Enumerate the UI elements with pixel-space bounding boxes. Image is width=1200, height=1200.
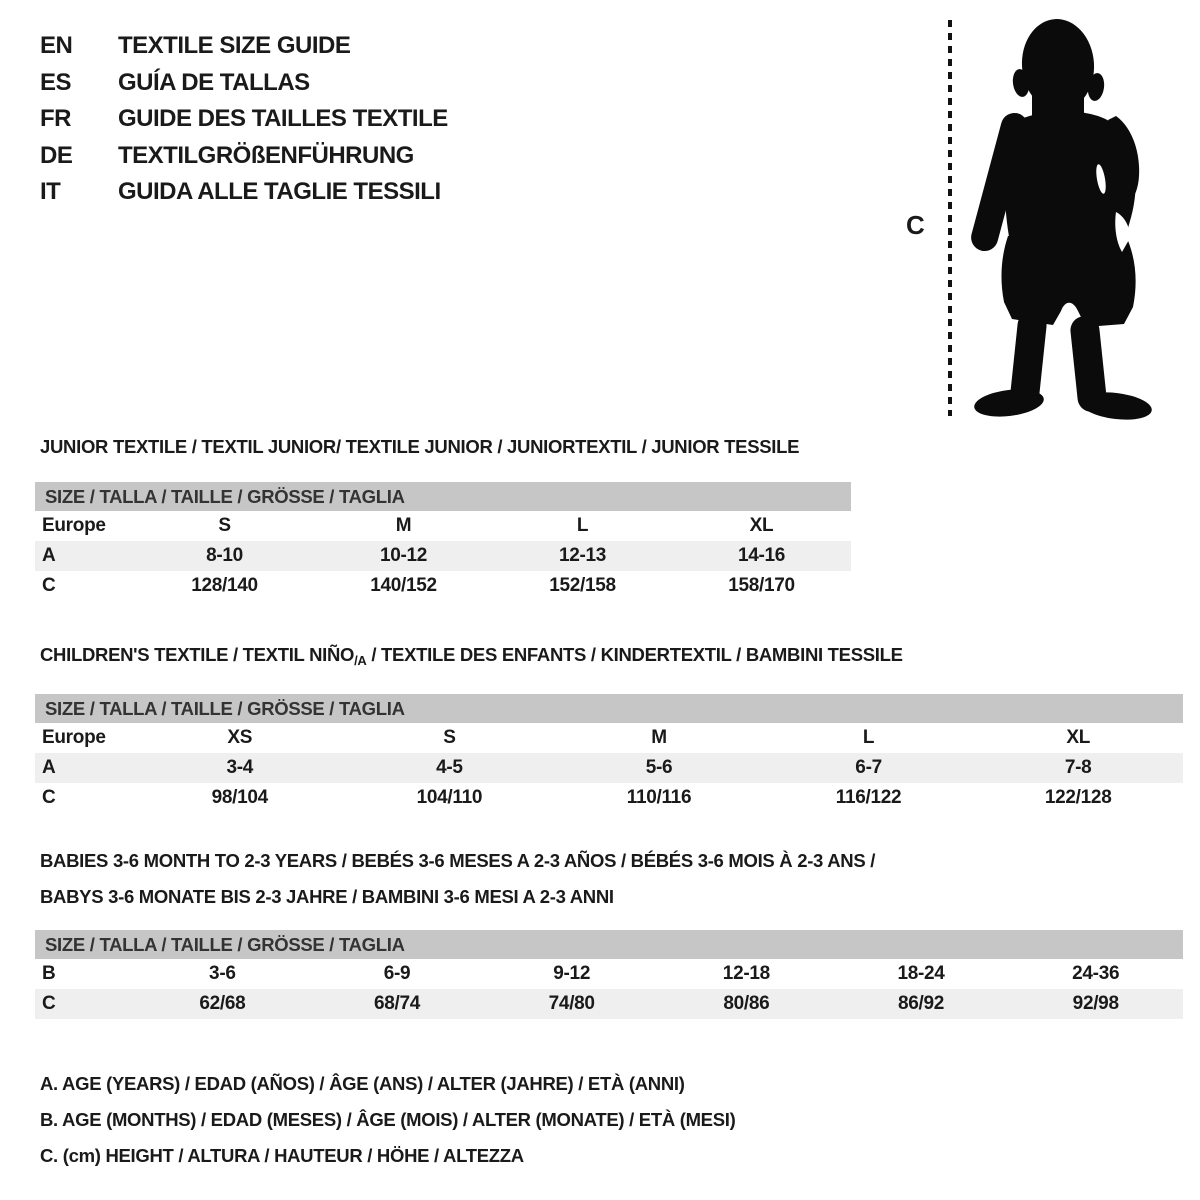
- size-header-bar: SIZE / TALLA / TAILLE / GRÖSSE / TAGLIA: [35, 482, 851, 511]
- section-title-line: [40, 843, 1183, 879]
- table-cell: 158/170: [728, 575, 795, 596]
- table-cell: 24-36: [1072, 963, 1120, 984]
- table-cell: XL: [749, 515, 774, 536]
- row-label: A: [42, 545, 56, 566]
- table-row: [35, 753, 1183, 783]
- table-cell: 116/122: [835, 787, 902, 808]
- guide-title-it: GUIDA ALLE TAGLIE TESSILI: [118, 178, 441, 206]
- guide-title-en: TEXTILE SIZE GUIDE: [118, 32, 351, 60]
- table-cell: 92/98: [1072, 993, 1119, 1014]
- table-cell: 6-7: [855, 757, 882, 778]
- section-babies-textile: [35, 843, 1183, 1019]
- table-cell: M: [651, 727, 667, 748]
- section-junior-textile: [35, 429, 851, 601]
- row-label: C: [42, 575, 56, 596]
- legend-line-a: A. AGE (YEARS) / EDAD (AÑOS) / ÂGE (ANS) / ALTER (JAHRE) / ETÀ (ANNI): [40, 1073, 685, 1094]
- language-title-list: [40, 28, 448, 211]
- measurement-legend: [40, 1066, 735, 1174]
- section-title-text: CHILDREN'S TEXTILE / TEXTIL NIÑO: [40, 644, 355, 665]
- language-row-es: [40, 65, 448, 102]
- table-cell: 18-24: [897, 963, 945, 984]
- table-cell: 10-12: [379, 545, 428, 566]
- section-title-text: BABIES 3-6 MONTH TO 2-3 YEARS / BEBÉS 3-6 MESES A 2-3 AÑOS / BÉBÉS 3-6 MOIS À 2-3 ANS /: [40, 850, 876, 871]
- table-cell: 152/158: [549, 575, 616, 596]
- table-cell: 140/152: [370, 575, 437, 596]
- table-row: [35, 783, 1183, 813]
- table-row: [35, 511, 851, 541]
- height-dimension-label: C: [906, 210, 925, 240]
- table-cell: 62/68: [199, 993, 246, 1014]
- table-cell: S: [443, 727, 456, 748]
- table-cell: M: [395, 515, 412, 536]
- section-title: [35, 637, 1183, 675]
- language-code: IT: [40, 178, 61, 206]
- language-code: FR: [40, 105, 71, 133]
- language-row-de: [40, 138, 448, 175]
- table-cell: 3-6: [209, 963, 236, 984]
- section-title: [35, 843, 1183, 915]
- language-row-it: [40, 174, 448, 211]
- language-row-fr: [40, 101, 448, 138]
- table-cell: 6-9: [383, 963, 411, 984]
- size-header-bar: SIZE / TALLA / TAILLE / GRÖSSE / TAGLIA: [35, 930, 1183, 959]
- table-cell: 5-6: [645, 757, 673, 778]
- table-cell: 86/92: [898, 993, 945, 1014]
- row-label: A: [42, 757, 56, 778]
- table-row: [35, 723, 1183, 753]
- table-row: [35, 959, 1183, 989]
- table-cell: XS: [227, 727, 253, 748]
- section-children-textile: [35, 637, 1183, 813]
- table-cell: 9-12: [553, 963, 591, 984]
- language-row-en: [40, 28, 448, 65]
- section-title-text: / TEXTILE DES ENFANTS / KINDERTEXTIL / BAMBINI TESSILE: [366, 644, 903, 665]
- legend-line-c: C. (cm) HEIGHT / ALTURA / HAUTEUR / HÖHE / ALTEZZA: [40, 1145, 524, 1166]
- table-cell: 12-18: [722, 963, 770, 984]
- row-label: Europe: [42, 515, 106, 536]
- section-title-text: BABYS 3-6 MONATE BIS 2-3 JAHRE / BAMBINI 3-6 MESI A 2-3 ANNI: [40, 886, 614, 907]
- babies-size-table: [35, 930, 1183, 1019]
- size-header-bar: SIZE / TALLA / TAILLE / GRÖSSE / TAGLIA: [35, 694, 1183, 723]
- toddler-silhouette-icon: [966, 16, 1162, 420]
- table-cell: 8-10: [206, 545, 243, 566]
- section-title-line: [40, 879, 1183, 915]
- language-code: EN: [40, 32, 73, 60]
- language-code: ES: [40, 68, 72, 96]
- table-cell: 68/74: [373, 993, 421, 1014]
- section-title: [35, 429, 851, 465]
- section-title-line: [40, 429, 851, 465]
- section-title-text: JUNIOR TEXTILE / TEXTIL JUNIOR/ TEXTILE JUNIOR / JUNIORTEXTIL / JUNIOR TESSILE: [40, 436, 800, 457]
- junior-size-table: [35, 482, 851, 601]
- table-cell: 80/86: [723, 993, 770, 1014]
- row-label: Europe: [42, 727, 106, 748]
- table-row: [35, 541, 851, 571]
- guide-title-de: TEXTILGRÖßENFÜHRUNG: [118, 141, 414, 169]
- table-cell: 128/140: [191, 575, 258, 596]
- table-cell: 4-5: [436, 757, 463, 778]
- row-label: B: [42, 963, 56, 984]
- language-code: DE: [40, 141, 73, 169]
- table-cell: 12-13: [558, 545, 607, 566]
- legend-line-b: B. AGE (MONTHS) / EDAD (MESES) / ÂGE (MOIS) / ALTER (MONATE) / ETÀ (MESI): [40, 1109, 736, 1130]
- guide-title-fr: GUIDE DES TAILLES TEXTILE: [118, 105, 448, 133]
- table-cell: 104/110: [416, 787, 483, 808]
- children-size-table: [35, 694, 1183, 813]
- table-cell: 14-16: [737, 545, 786, 566]
- section-title-line: [40, 637, 1183, 675]
- table-cell: 110/116: [626, 787, 692, 808]
- table-cell: 74/80: [548, 993, 595, 1014]
- table-cell: 98/104: [211, 787, 268, 808]
- table-cell: XL: [1066, 727, 1091, 748]
- row-label: C: [42, 993, 56, 1014]
- height-dimension-dashed-line: [948, 20, 952, 416]
- table-cell: 3-4: [226, 757, 254, 778]
- table-row: [35, 571, 851, 601]
- table-cell: 7-8: [1064, 757, 1092, 778]
- table-row: [35, 989, 1183, 1019]
- row-label: C: [42, 787, 56, 808]
- table-cell: L: [576, 515, 589, 536]
- table-cell: 122/128: [1044, 787, 1112, 808]
- table-cell: L: [862, 727, 875, 748]
- section-title-sub: /A: [354, 653, 367, 668]
- guide-title-es: GUÍA DE TALLAS: [118, 68, 310, 96]
- table-cell: S: [218, 515, 231, 536]
